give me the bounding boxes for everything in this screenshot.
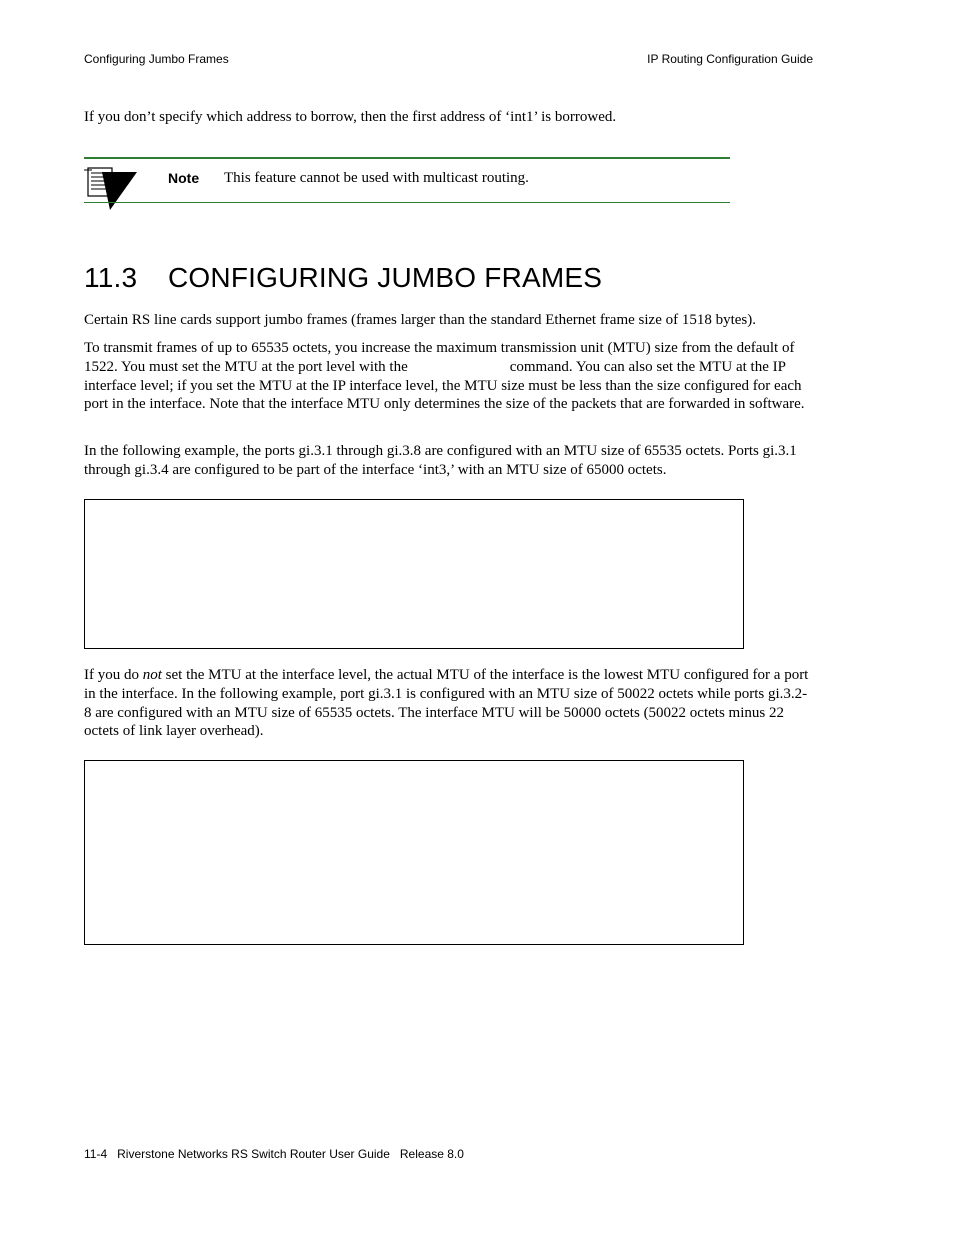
note-bottom-rule (84, 202, 730, 203)
paragraph-mtu-config (84, 339, 812, 414)
paragraph-jumbo-support: Certain RS line cards support jumbo frames (frames larger than the standard Ethernet frame size of 1518 bytes). (84, 312, 757, 328)
section-heading (84, 262, 602, 294)
section-title: CONFIGURING JUMBO FRAMES (168, 262, 603, 293)
paragraph-interface-mtu-part1: If you do (84, 667, 139, 683)
code-example-box-2 (84, 760, 744, 945)
running-header-right: IP Routing Configuration Guide (647, 52, 813, 66)
paragraph-example-1: In the following example, the ports gi.3.1 through gi.3.8 are configured with an MTU size of 65535 octets. Ports gi.3.1 through gi.3.4 are configured to be part of the interface ‘int3,’ with an MTU size of 65000 octets. (84, 443, 797, 478)
intro-paragraph: If you don’t specify which address to borrow, then the first address of ‘int1’ is borrowed. (84, 109, 617, 125)
paragraph-interface-mtu (84, 666, 814, 741)
code-example-box-1 (84, 499, 744, 649)
page-footer: 11-4 Riverstone Networks RS Switch Router User Guide Release 8.0 (84, 1147, 464, 1161)
paragraph-mtu-config-part1: To transmit frames of up to 65535 octets, you increase the maximum transmission unit (MTU) size from the default of 1522. You must set the MTU at the port level with the (84, 340, 795, 375)
paragraph-interface-mtu-part2: set the MTU at the interface level, the actual MTU of the interface is the lowest MTU configured for a port in the interface. In the following example, port gi.3.1 is configured with an MTU size of 50022 octets while ports gi.3.2-8 are configured with an MTU size of 65535 octets. The interface MTU will be 50000 octets (50022 octets minus 22 octets of link layer overhead). (84, 667, 809, 740)
note-icon (84, 166, 142, 212)
section-number: 11.3 (84, 262, 138, 293)
note-text: This feature cannot be used with multicast routing. (224, 170, 529, 186)
paragraph-mtu-config-part2: command. You can also set the MTU at the IP interface level; if you set the MTU at the IP interface level, the MTU size must be less than the size configured for each port in the interface. Note that the interface MTU only determines the size of the packets that are forwarded in software. (84, 358, 805, 413)
note-label: Note (168, 170, 200, 186)
note-top-rule (84, 157, 730, 159)
emphasis-not: not (142, 667, 162, 683)
running-header-left: Configuring Jumbo Frames (84, 52, 229, 66)
